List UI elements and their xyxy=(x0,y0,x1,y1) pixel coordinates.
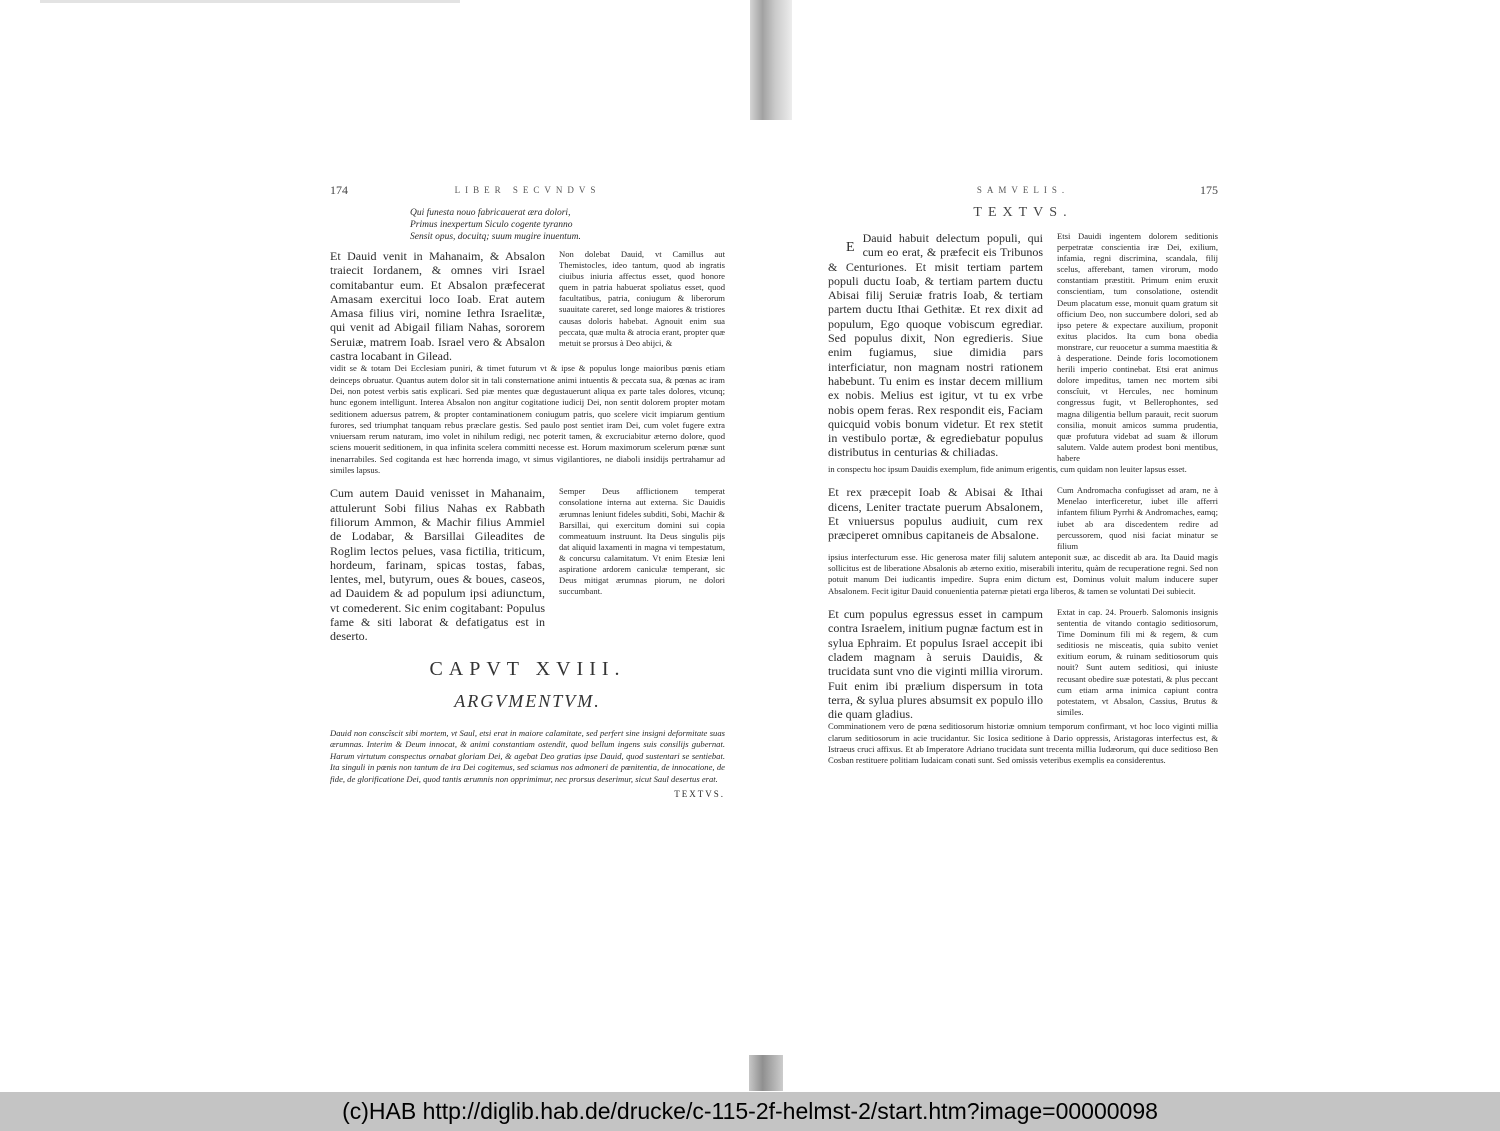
left-running-title: LIBER SECVNDVS xyxy=(454,185,601,195)
main-text: Et rex præcepit Ioab & Abisai & Ithai dicens, Leniter tractate puerum Absalonem, Et vniuersus populus audiuit, cum rex præciperet omnibus capitaneis de Absalone. xyxy=(828,485,1043,543)
textus-heading: TEXTVS. xyxy=(973,205,1073,220)
source-credit: (c)HAB http://diglib.hab.de/drucke/c-115-2f-helmst-2/start.htm?image=00000098 xyxy=(342,1098,1158,1124)
commentary-text: Etsi Dauidi ingentem dolorem seditionis perpetratæ conscientia iræ Dei, exilium, infamia, regni discrimina, scandala, filij scelus, afferebant, tamen virorum, modo constantiam præstitit. Primum enim eruxit conscientiam, tum consolatione, ostendit Deum placatum esse, monuit quam gratum sit officium Deo, non succumbere dolori, sed ab ipso petere & expectare auxilium, proponit exitus placidos. Ita cum bona obedia monstrare, cur reuocetur a summa maestitia & à desperatione. Deinde foris locomotionem herili imperio continebat. Etsi erat animus dolore impeditus, tamen nec mortem sibi conscîuit, vt Hercules, nec hominum congressus fugit, vt Bellerophontes, sed magna diligentia bellum parauit, recit suorum consilia, monuit amicos summa prudentia, quæ profutura videbat ad suam & illorum salutem. Valde autem prodest boni mentibus, habere xyxy=(1057,231,1218,463)
main-text: Et Dauid venit in Mahanaim, & Absalon traiecit Iordanem, & omnes viri Israel comitabantur eum. Et Absalon præfecerat Amasam exercitui loco Ioab. Erat autem Amasa filius viri, nomine Iethra Israelitæ, qui venit ad Abigail filiam Nahas, sororem Seruiæ, matrem Ioab. Israel vero & Absalon castra locabant in Gilead. xyxy=(330,249,545,364)
catchword: TEXTVS. xyxy=(674,789,725,800)
copyright-footer xyxy=(0,1092,1500,1131)
right-page-number: 175 xyxy=(1200,183,1218,197)
poem-line: Qui funesta nouo fabricauerat æra dolori, xyxy=(410,208,571,218)
commentary-text: Semper Deus afflictionem temperat consolatione interna aut externa. Sic Dauidis ærumnas leniunt fideles subditi, Sobi, Machir & Barsillai, qui exercitum domini sui copia commeatuum instruunt. Ita Deus singulis pijs dat aliquid laxamenti in magna vi tempestatum, & concursu calamitatum. Vt enim Etesiæ leni aspiratione ardorem caniculæ temperant, sic Deus mitigat ærumnas piorum, ne dolori succumbant. xyxy=(559,486,725,597)
right-page xyxy=(828,185,1218,767)
left-running-head xyxy=(330,185,725,199)
right-running-head xyxy=(828,185,1218,199)
chapter-heading: CAPVT XVIII. xyxy=(429,657,626,680)
scan-edge-line xyxy=(40,0,460,3)
right-block-2 xyxy=(828,485,1218,552)
poem-quote xyxy=(410,207,725,243)
right-block-3 xyxy=(828,607,1218,721)
commentary-continued: ipsius interfecturum esse. Hic generosa mater filij salutem anteponit suæ, ac discedit ab ara. Ita Dauid magis sollicitus est de liberatione Absalonis ab æterno exitio, miserabili interitu, quàm de recuperatione regni. Sed non potuit manum Dei iudicantis impedire. Supra enim dictum est, Dominus voluit malum inducere super Absalonem. Fecit igitur Dauid conuenientia paternæ pietati erga liberos, & tamen se voluntati Dei subiecit. xyxy=(828,551,1218,596)
argumentum-heading: ARGVMENTVM. xyxy=(454,690,601,711)
commentary-text: Non dolebat Dauid, vt Camillus aut Themistocles, ideo tantum, quod ab ingratis ciuibus iniuria affectus esset, quod honore quem in patria habuerat spoliatus esset, quod facultatibus, patria, coniugum & liberorum suauitate careret, sed longe maiores & tristiores causas doloris habebat. Agnouit enim sua peccata, quæ multa & atrocia erant, propter quæ metuit se prorsus à Deo abijci, & xyxy=(559,249,725,348)
poem-line: Sensit opus, docuitq; suum mugire inuentum. xyxy=(410,232,581,242)
commentary-continued: in conspectu hoc ipsum Dauidis exemplum, fide animum erigentis, cum quidam non leuiter lapsus esset. xyxy=(828,463,1187,474)
commentary-continued: Comminationem vero de pœna seditiosorum historiæ omnium temporum confirmant, vt hoc loco viginti millia clarum seditiosorum in acie trucidantur. Sic Iosica seditione à Dario oppressis, Aristagoras interfectus est, & Istraeus cruci affixus. Et ab Imperatore Adriano trucidata sunt trecenta millia Iudæorum, qui duce seditioso Ben Cosban restituere politiam Iudaicam conati sunt. Sed omissis veteribus exemplis ea considerentus. xyxy=(828,721,1218,766)
left-block-2 xyxy=(330,486,725,643)
commentary-text: Extat in cap. 24. Prouerb. Salomonis insignis sententia de vitando contagio seditiosorum, Time Dominum fili mi & regem, & cum seditiosis ne misceatis, quia subito veniet exitium eorum, & ruinam seditiosorum quis nouit? Sunt autem seditiosi, qui iniuste recusant obedire suæ potestati, & plus peccant cum etiam arma inimica capiunt contra potestatem, vt Absalon, Cassius, Brutus & similes. xyxy=(1057,607,1218,717)
commentary-text: Cum Andromacha confugisset ad aram, ne à Menelao interficeretur, iubet ille afferri infantem filium Pyrrhi & Andromaches, eamq; iubet ab ara discedentem redire ad percussorem, quod nisi faciat minatur se filium xyxy=(1057,485,1218,551)
argumentum-text: Dauid non conscîscit sibi mortem, vt Saul, etsi erat in maiore calamitate, sed perfert sine insigni deformitate suas ærumnas. Interim & Deum innocat, & animi constantiam ostendit, quod bellum ingens suis consilijs gubernat. Harum virtutum conspectus ornabat gloriam Dei, & agebat Deo gratias ipse Dauid, quod sustentari se sentiebat. Ita singuli in pœnis non tantum de ira Dei cogitemus, sed sciamus nos admoneri de pœnitentia, de innocatione, de fide, de glorificatione Dei, quod tantis ærumnis non opprimimur, nec prorsus deserimur, sicut Saul desertus erat. xyxy=(330,727,725,784)
drop-capital: E xyxy=(846,240,855,255)
poem-line: Primus inexpertum Siculo cogente tyranno xyxy=(410,220,573,230)
gutter-shadow-bottom xyxy=(749,1055,783,1091)
right-running-title: SAMVELIS. xyxy=(976,185,1070,195)
main-text: Et cum populus egressus esset in campum contra Israelem, initium pugnæ factum est in sylua Ephraim. Et populus Israel accepit ibi cladem magnam à seruis Dauidis, & trucidata sunt vno die viginti millia virorum. Fuit enim ibi prælium dispersum in tota terra, & sylua plures absumsit ex populo illo die quam gladius. xyxy=(828,607,1043,722)
gutter-shadow-top xyxy=(750,0,792,120)
right-block-1 xyxy=(828,231,1218,464)
commentary-continued: vidit se & totam Dei Ecclesiam puniri, & timet futurum vt & ipse & populus longe maioribus pœnis etiam deinceps obruatur. Quantus autem dolor sit in tali consternatione animi intuentis & peccata sua, & pœnas ac iram Dei, non potest verbis satis explicari. Sed piæ mentes quæ degustauerunt aliqua ex parte tales dolores, vtcunq; hunc egonem intelligunt. Interea Absalon non angitur cogitatione iudicij Dei, non sentit dolorem propter motam seditionem aduersus patrem, & propter contaminationem coniugum patris, quo scelere vicit impiarum gentium furores, sed triumphat tanquam rebus præclare gestis. Sed paulo post sentiet iram Dei, cum volet fugere extra vniuersam rerum naturam, imo volet in nihilum redigi, nec poterit tamen, & excruciabitur æterno dolore, quod sciens mouerit seditionem, in qua infinita scelera committi necesse est. Horum maximorum scelerum pœnæ sunt inenarrabiles. Sed cogitanda est hæc horrenda imago, vt simus vigilantiores, ne diaboli insidijs pertrahamur ad similes lapsus. xyxy=(330,363,725,476)
main-text xyxy=(828,231,1043,464)
main-text: Cum autem Dauid venisset in Mahanaim, attulerunt Sobi filius Nahas ex Rabbath filiorum Ammon, & Machir filius Ammiel de Lodabar, & Barsillai Gileadites de Roglim lectos pelues, vasa fictilia, triticum, hordeum, farinam, spicas tostas, fabas, lentes, mel, butyrum, oues & boues, caseos, ad Dauidem & ad populum ipsi adiunctum, vt comederent. Sic enim cogitabant: Populus fame & siti laborat & defatigatus est in deserto. xyxy=(330,486,545,644)
left-block-1 xyxy=(330,249,725,363)
main-text-body: Dauid habuit delectum populi, qui cum eo erat, & præfecit eis Tribunos & Centuriones. Et misit tertiam partem populi ductu Ioab, & tertiam partem ductu Abisai filij Seruiæ fratris Ioab, & tertiam partem ductu Ithai Gethitæ. Et rex dixit ad populum, Ego quoque vobiscum egrediar. Sed populus dixit, Non egredieris. Siue enim fugiamus, siue dimidia pars interficiatur, non magnam nostri rationem habebunt. Tu enim es instar decem millium ex nobis. Melius est igitur, vt tu ex vrbe nobis opem feras. Rex respondit eis, Faciam quicquid vobis bonum videtur. Et rex stetit in vestibulo portæ, & egrediebatur populus distributus in centurias & chiliadas. xyxy=(828,231,1043,460)
left-page xyxy=(330,185,725,799)
left-page-number: 174 xyxy=(330,183,348,197)
